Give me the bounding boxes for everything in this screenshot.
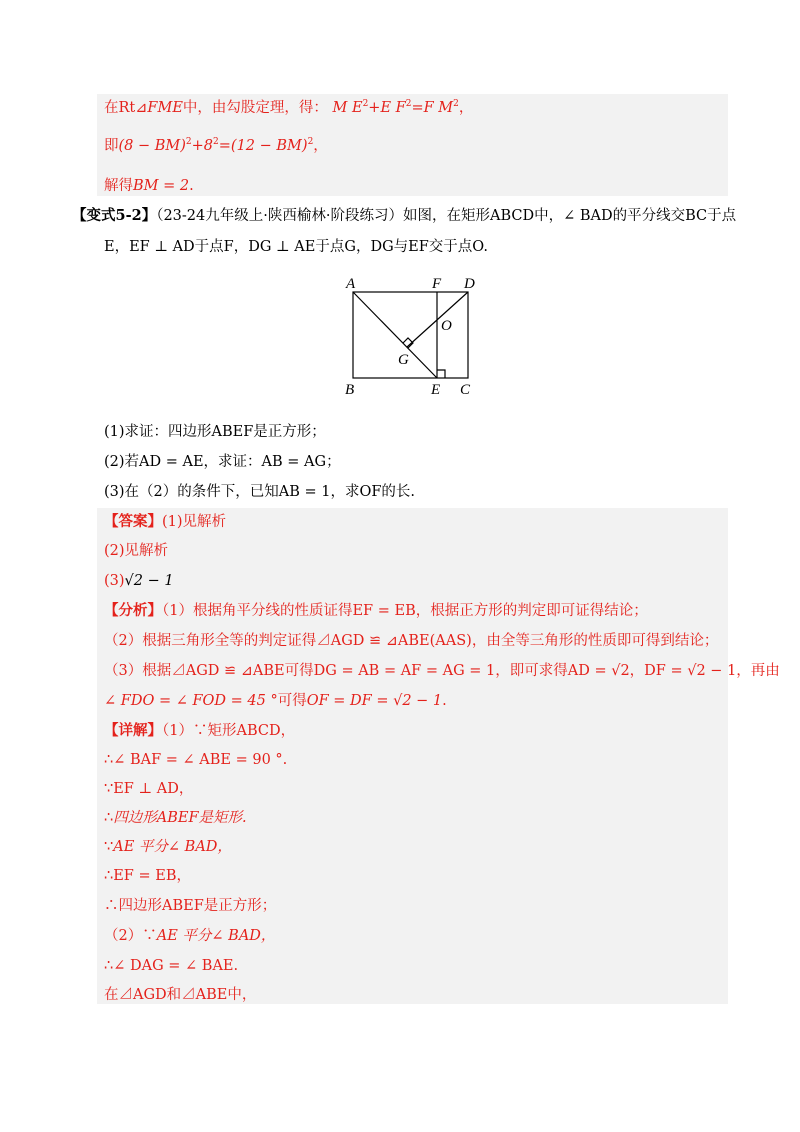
right-angle-mark-E xyxy=(437,370,445,378)
analysis-line-2: （2）根据三角形全等的判定证得⊿AGD ≌ ⊿ABE(AAS)，由全等三角形的性质即可得到结论； xyxy=(104,633,719,649)
answer-tag: 【答案】 xyxy=(104,513,162,530)
label-O: O xyxy=(441,318,452,334)
detail-line-3: ∵EF ⊥ AD， xyxy=(104,781,194,797)
problem-tag: 【变式5-2】 xyxy=(72,207,157,224)
detail-line-5: ∵AE 平分∠ BAD， xyxy=(104,839,232,855)
solution-line-2: 即$(8 - BM)^2+8^2=(12 - BM)^2$， xyxy=(104,137,328,154)
rectangle-ABCD xyxy=(353,292,468,378)
problem-stem-line-1 xyxy=(72,206,736,226)
solution-line-1: 在Rt⊿FME中，由勾股定理，得： M $E^2+E$ $F^2=F$ $M^2$， xyxy=(104,99,474,116)
problem-stem: 如图，在矩形ABCD中，∠ BAD的平分线交BC于点 xyxy=(402,208,737,224)
detail-line-8: （2）∵AE 平分∠ BAD， xyxy=(104,928,276,944)
label-G: G xyxy=(398,352,409,368)
answer-2: (2)见解析 xyxy=(104,543,169,559)
label-D: D xyxy=(464,276,475,292)
rectangle-figure xyxy=(336,270,486,400)
question-3: (3)在（2）的条件下，已知AB = 1，求OF的长. xyxy=(104,484,416,500)
analysis-tag: 【分析】 xyxy=(104,602,162,619)
analysis-line-3: （3）根据⊿AGD ≌ ⊿ABE可得DG = AB = AF = AG = 1，即可求得AD = √2，DF = √2 − 1，再由 xyxy=(104,663,780,679)
label-F: F xyxy=(432,276,442,292)
answer-1: 【答案】(1)见解析 xyxy=(104,513,227,530)
detail-line-7: ∴四边形ABEF是正方形； xyxy=(104,898,277,914)
analysis-line-1: 【分析】（1）根据角平分线的性质证得EF = EB，根据正方形的判定即可证得结论； xyxy=(104,602,648,619)
detail-line-9: ∴∠ DAG = ∠ BAE. xyxy=(104,958,239,974)
label-E: E xyxy=(431,382,441,398)
question-1: (1)求证：四边形ABEF是正方形； xyxy=(104,424,326,440)
label-B: B xyxy=(345,382,355,398)
solution-line-3: 解得BM = 2. xyxy=(104,178,194,194)
detail-line-6: ∴EF = EB， xyxy=(104,868,191,884)
segment-AE xyxy=(353,292,437,378)
answer-3: (3)√2 − 1 xyxy=(104,573,174,589)
detail-line-1: 【详解】（1）∵矩形ABCD， xyxy=(104,722,296,739)
problem-stem-line-2: E，EF ⊥ AD于点F，DG ⊥ AE于点G，DG与EF交于点O. xyxy=(104,239,488,255)
problem-source: （23-24九年级上·陕西榆林·阶段练习） xyxy=(156,208,403,224)
label-C: C xyxy=(460,382,471,398)
analysis-line-4: ∠ FDO = ∠ FOD = 45 °可得OF = DF = √2 − 1. xyxy=(104,693,447,709)
detail-line-2: ∴∠ BAF = ∠ ABE = 90 °. xyxy=(104,752,288,768)
question-2: (2)若AD = AE，求证：AB = AG； xyxy=(104,454,341,470)
detail-line-10: 在⊿AGD和⊿ABE中， xyxy=(104,987,257,1003)
label-A: A xyxy=(346,276,356,292)
detail-tag: 【详解】 xyxy=(104,722,162,739)
detail-line-4: ∴四边形ABEF是矩形. xyxy=(104,810,247,826)
